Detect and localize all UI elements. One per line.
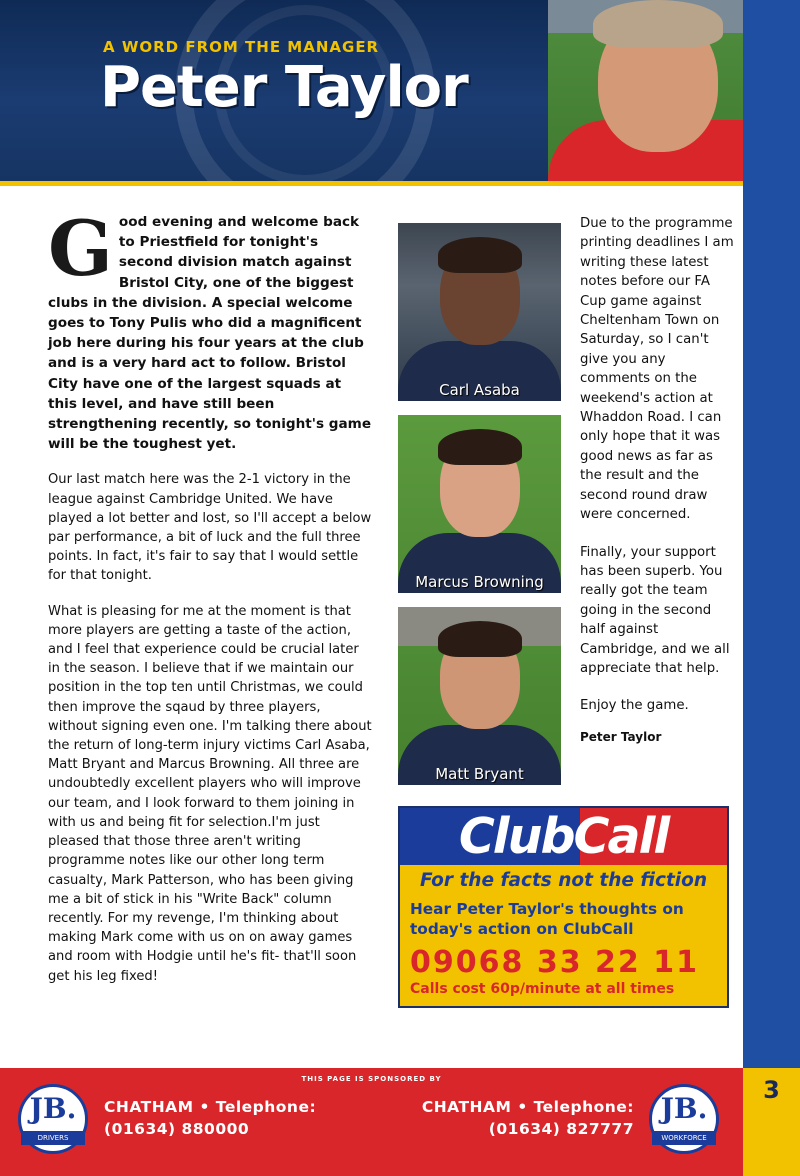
player-photo-marcus-browning [398, 415, 561, 593]
clubcall-promo-text: Hear Peter Taylor's thoughts on today's action on ClubCall [410, 900, 684, 938]
clubcall-call-cost: Calls cost 60p/minute at all times [410, 981, 675, 997]
player-photo-matt-bryant [398, 607, 561, 785]
left-contact-phone: (01634) 880000 [104, 1120, 250, 1138]
player-photo-hair [438, 429, 522, 465]
clubcall-tagline: For the facts not the fiction [419, 870, 708, 891]
right-contact [400, 1096, 634, 1140]
body-paragraph-1: Our last match here was the 2-1 victory in the league against Cambridge United. We have played a lot better and lost, so I'll accept a below par performance, a bit of luck and the full three points. In fact, it's fair to say that I would settle for that tonight. [48, 472, 372, 584]
sponsor-note: THIS PAGE IS SPONSORED BY [301, 1075, 442, 1083]
side-stripe [743, 0, 800, 1176]
drop-cap: G [48, 204, 113, 293]
logo-lettering: JB. [660, 1092, 708, 1125]
right-paragraph-2: Finally, your support has been superb. You really got the team going in the second half against Cambridge, and we all appreciate that help. [580, 544, 730, 676]
player-caption: Marcus Browning [415, 573, 544, 591]
player-photo-hair [438, 237, 522, 273]
signature: Peter Taylor [580, 729, 662, 744]
section-kicker: A WORD FROM THE MANAGER [103, 38, 380, 56]
player-photo-hair [438, 621, 522, 657]
clubcall-advert [398, 806, 729, 1008]
right-paragraph-1: Due to the programme printing deadlines I am writing these latest notes before our FA Cup game against Cheltenham Town on Saturday, so I can't give you any comments on the weekend's action at Whaddon Road. I can only hope that it was good news as far as the result and the second round draw were concerned. [580, 216, 734, 523]
player-caption: Matt Bryant [435, 765, 524, 783]
logo-band-text: DRIVERS [21, 1131, 85, 1145]
right-contact-phone: (01634) 827777 [488, 1120, 634, 1138]
article-left-column [48, 204, 372, 986]
jb-workforce-logo [649, 1084, 719, 1154]
body-paragraph-2: What is pleasing for me at the moment is that more players are getting a taste of the action, and I feel that experience could be crucial later in the season. I believe that if we maintain our position in the top ten until Christmas, we could then improve the sqaud by three players, without signing even one. I'm talking there about the return of long-term injury victims Carl Asaba, Matt Bryant and Marcus Browning. All three are undoubtedly excellent players who will improve our team, and I look forward to them joining in with us and being fit for selection.I'm just pleased that those three aren't writing programme notes like our other long term casualty, Mark Patterson, who has been giving me a bit of stick in his "Write Back" column recently. For my revenge, I'm thinking about making Mark come with us on on away games and room with Hodgie until he's fit- that'll soon get his leg fixed! [48, 603, 372, 984]
article-right-column [580, 214, 736, 744]
left-contact [104, 1096, 316, 1140]
logo-band-text: WORKFORCE [652, 1131, 716, 1145]
right-contact-line-1: CHATHAM • Telephone: [421, 1098, 634, 1116]
intro-paragraph: ood evening and welcome back to Priestfield for tonight's second division match against Bristol City, one of the biggest clubs in the division. A special welcome goes to Tony Pulis who did a magnificent job here during his four years at the club and is a very hard act to follow. Bristol City have one of the largest squads at this level, and have still been strengthening recently, so tonight's game will be the toughest yet. [48, 214, 372, 453]
logo-lettering: JB. [29, 1092, 77, 1125]
manager-photo-hair [593, 0, 723, 48]
jb-drivers-logo [18, 1084, 88, 1154]
header-banner [0, 0, 800, 183]
player-photo-carl-asaba [398, 223, 561, 401]
header-divider [0, 181, 743, 186]
left-contact-line-1: CHATHAM • Telephone: [104, 1098, 317, 1116]
page-title: Peter Taylor [100, 55, 468, 120]
player-caption: Carl Asaba [439, 381, 520, 399]
page-number: 3 [763, 1076, 780, 1104]
clubcall-logo: ClubCall [400, 808, 727, 865]
clubcall-phone-number: 09068 33 22 11 [410, 945, 699, 980]
right-paragraph-3: Enjoy the game. [580, 698, 689, 714]
